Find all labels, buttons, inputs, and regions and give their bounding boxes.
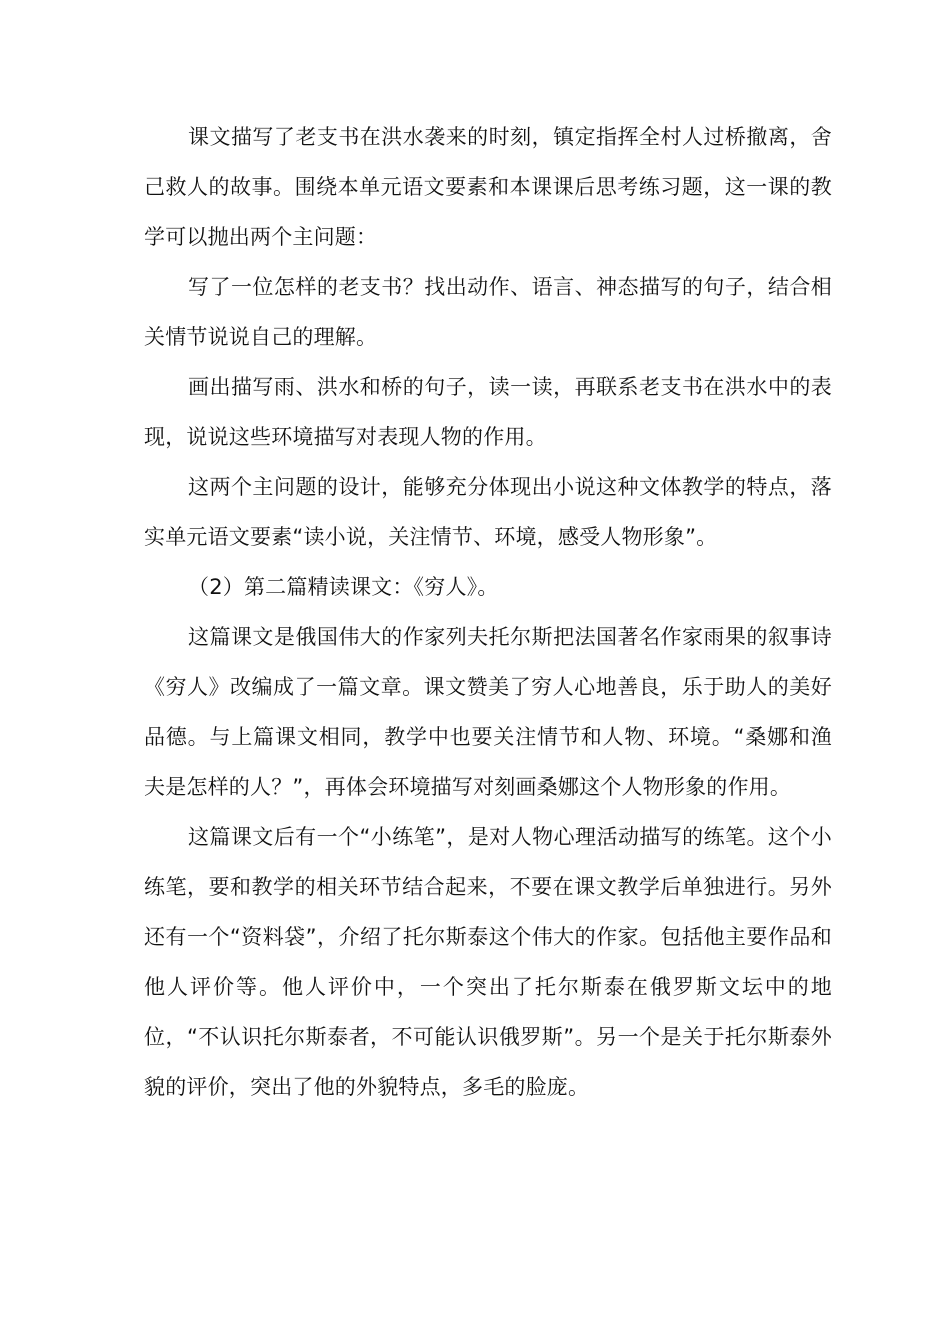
paragraph-1: 课文描写了老支书在洪水袭来的时刻，镇定指挥全村人过桥撤离，舍己救人的故事。围绕本单元语文要素和本课课后思考练习题，这一课的教学可以抛出两个主问题： — [144, 125, 832, 249]
paragraph-4: 这两个主问题的设计，能够充分体现出小说这种文体教学的特点，落实单元语文要素“读小说，关注情节、环境，感受人物形象”。 — [144, 475, 832, 549]
paragraph-2: 写了一位怎样的老支书？找出动作、语言、神态描写的句子，结合相关情节说说自己的理解。 — [144, 275, 832, 349]
paragraph-6: 这篇课文是俄国伟大的作家列夫托尔斯把法国著名作家雨果的叙事诗《穷人》改编成了一篇文章。课文赞美了穷人心地善良，乐于助人的美好品德。与上篇课文相同，教学中也要关注情节和人物、环境。“桑娜和渔夫是怎样的人？”，再体会环境描写对刻画桑娜这个人物形象的作用。 — [144, 625, 832, 799]
paragraph-5-section-heading: （2）第二篇精读课文：《穷人》。 — [188, 575, 499, 599]
paragraph-3: 画出描写雨、洪水和桥的句子，读一读，再联系老支书在洪水中的表现，说说这些环境描写对表现人物的作用。 — [144, 375, 832, 449]
paragraph-7: 这篇课文后有一个“小练笔”，是对人物心理活动描写的练笔。这个小练笔，要和教学的相关环节结合起来，不要在课文教学后单独进行。另外还有一个“资料袋”，介绍了托尔斯泰这个伟大的作家。包括他主要作品和他人评价等。他人评价中，一个突出了托尔斯泰在俄罗斯文坛中的地位，“不认识托尔斯泰者，不可能认识俄罗斯”。另一个是关于托尔斯泰外貌的评价，突出了他的外貌特点，多毛的脸庞。 — [144, 825, 832, 1099]
